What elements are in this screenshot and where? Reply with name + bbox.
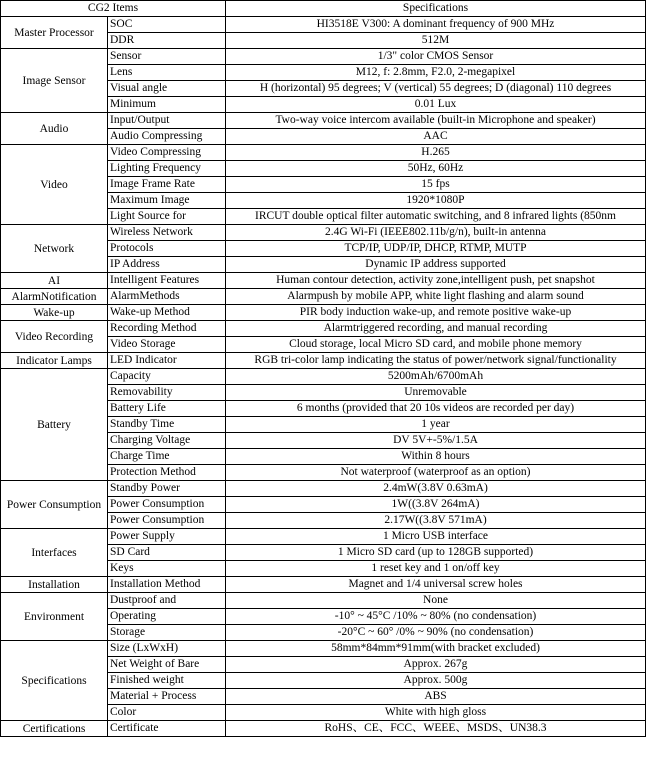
spec-cell: 15 fps xyxy=(226,177,646,193)
spec-cell: M12, f: 2.8mm, F2.0, 2-megapixel xyxy=(226,65,646,81)
item-cell: Finished weight xyxy=(108,673,226,689)
spec-cell: H (horizontal) 95 degrees; V (vertical) 55 degrees; D (diagonal) 110 degrees xyxy=(226,81,646,97)
table-row xyxy=(1,273,646,289)
item-cell: Charge Time xyxy=(108,449,226,465)
item-cell: Power Consumption xyxy=(108,513,226,529)
spec-cell: 1 year xyxy=(226,417,646,433)
item-cell: Keys xyxy=(108,561,226,577)
item-cell: Charging Voltage xyxy=(108,433,226,449)
item-cell: SD Card xyxy=(108,545,226,561)
item-cell: Audio Compressing xyxy=(108,129,226,145)
spec-cell: Alarmtriggered recording, and manual recording xyxy=(226,321,646,337)
spec-cell: Approx. 500g xyxy=(226,673,646,689)
spec-cell: Dynamic IP address supported xyxy=(226,257,646,273)
item-cell: Net Weight of Bare xyxy=(108,657,226,673)
item-cell: Protocols xyxy=(108,241,226,257)
item-cell: Recording Method xyxy=(108,321,226,337)
category-cell: AI xyxy=(1,273,108,289)
item-cell: Material + Process xyxy=(108,689,226,705)
category-cell: Interfaces xyxy=(1,529,108,577)
spec-cell: 1 reset key and 1 on/off key xyxy=(226,561,646,577)
item-cell: IP Address xyxy=(108,257,226,273)
item-cell: Image Frame Rate xyxy=(108,177,226,193)
item-cell: Operating xyxy=(108,609,226,625)
spec-cell: 50Hz, 60Hz xyxy=(226,161,646,177)
category-cell: Audio xyxy=(1,113,108,145)
spec-cell: Cloud storage, local Micro SD card, and mobile phone memory xyxy=(226,337,646,353)
spec-cell: 2.17W((3.8V 571mA) xyxy=(226,513,646,529)
item-cell: Installation Method xyxy=(108,577,226,593)
spec-cell: DV 5V+-5%/1.5A xyxy=(226,433,646,449)
category-cell: Video xyxy=(1,145,108,225)
spec-cell: AAC xyxy=(226,129,646,145)
item-cell: Removability xyxy=(108,385,226,401)
spec-cell: Unremovable xyxy=(226,385,646,401)
spec-cell: Magnet and 1/4 universal screw holes xyxy=(226,577,646,593)
table-row xyxy=(1,49,646,65)
item-cell: Minimum xyxy=(108,97,226,113)
spec-cell: 512M xyxy=(226,33,646,49)
spec-cell: Not waterproof (waterproof as an option) xyxy=(226,465,646,481)
table-row xyxy=(1,577,646,593)
spec-cell: Two-way voice intercom available (built-in Microphone and speaker) xyxy=(226,113,646,129)
table-row xyxy=(1,529,646,545)
item-cell: LED Indicator xyxy=(108,353,226,369)
category-cell: Power Consumption xyxy=(1,481,108,529)
table-row xyxy=(1,17,646,33)
spec-cell: Within 8 hours xyxy=(226,449,646,465)
spec-cell: 2.4mW(3.8V 0.63mA) xyxy=(226,481,646,497)
category-cell: Network xyxy=(1,225,108,273)
spec-cell: 1920*1080P xyxy=(226,193,646,209)
spec-cell: Human contour detection, activity zone,intelligent push, pet snapshot xyxy=(226,273,646,289)
spec-cell: TCP/IP, UDP/IP, DHCP, RTMP, MUTP xyxy=(226,241,646,257)
header-items: CG2 Items xyxy=(1,1,226,17)
table-row xyxy=(1,225,646,241)
item-cell: Wake-up Method xyxy=(108,305,226,321)
item-cell: Intelligent Features xyxy=(108,273,226,289)
item-cell: Power Supply xyxy=(108,529,226,545)
item-cell: Video Storage xyxy=(108,337,226,353)
spec-cell: PIR body induction wake-up, and remote positive wake-up xyxy=(226,305,646,321)
item-cell: Light Source for xyxy=(108,209,226,225)
item-cell: Dustproof and xyxy=(108,593,226,609)
table-row xyxy=(1,145,646,161)
table-row xyxy=(1,353,646,369)
spec-cell: 1 Micro USB interface xyxy=(226,529,646,545)
spec-cell: None xyxy=(226,593,646,609)
category-cell: Installation xyxy=(1,577,108,593)
item-cell: Maximum Image xyxy=(108,193,226,209)
item-cell: Sensor xyxy=(108,49,226,65)
item-cell: DDR xyxy=(108,33,226,49)
table-row xyxy=(1,289,646,305)
spec-cell: RoHS、CE、FCC、WEEE、MSDS、UN38.3 xyxy=(226,721,646,737)
category-cell: Video Recording xyxy=(1,321,108,353)
category-cell: Indicator Lamps xyxy=(1,353,108,369)
spec-cell: HI3518E V300: A dominant frequency of 900 MHz xyxy=(226,17,646,33)
header-row xyxy=(1,1,646,17)
table-row xyxy=(1,721,646,737)
table-row xyxy=(1,481,646,497)
item-cell: Color xyxy=(108,705,226,721)
item-cell: Size (LxWxH) xyxy=(108,641,226,657)
category-cell: Specifications xyxy=(1,641,108,721)
item-cell: Video Compressing xyxy=(108,145,226,161)
spec-cell: IRCUT double optical filter automatic switching, and 8 infrared lights (850nm xyxy=(226,209,646,225)
spec-cell: 1 Micro SD card (up to 128GB supported) xyxy=(226,545,646,561)
spec-cell: 0.01 Lux xyxy=(226,97,646,113)
spec-cell: 58mm*84mm*91mm(with bracket excluded) xyxy=(226,641,646,657)
spec-cell: 5200mAh/6700mAh xyxy=(226,369,646,385)
spec-cell: 6 months (provided that 20 10s videos are recorded per day) xyxy=(226,401,646,417)
item-cell: Certificate xyxy=(108,721,226,737)
category-cell: Image Sensor xyxy=(1,49,108,113)
item-cell: Storage xyxy=(108,625,226,641)
header-specifications: Specifications xyxy=(226,1,646,17)
spec-cell: -20°C ~ 60° /0% ~ 90% (no condensation) xyxy=(226,625,646,641)
category-cell: Wake-up xyxy=(1,305,108,321)
item-cell: Input/Output xyxy=(108,113,226,129)
item-cell: Lighting Frequency xyxy=(108,161,226,177)
table-row xyxy=(1,369,646,385)
category-cell: Certifications xyxy=(1,721,108,737)
spec-cell: White with high gloss xyxy=(226,705,646,721)
spec-cell: RGB tri-color lamp indicating the status of power/network signal/functionality xyxy=(226,353,646,369)
table-row xyxy=(1,321,646,337)
table-row xyxy=(1,113,646,129)
item-cell: Wireless Network xyxy=(108,225,226,241)
item-cell: Standby Time xyxy=(108,417,226,433)
table-row xyxy=(1,593,646,609)
item-cell: SOC xyxy=(108,17,226,33)
item-cell: AlarmMethods xyxy=(108,289,226,305)
category-cell: Master Processor xyxy=(1,17,108,49)
spec-cell: H.265 xyxy=(226,145,646,161)
spec-cell: 1W((3.8V 264mA) xyxy=(226,497,646,513)
item-cell: Battery Life xyxy=(108,401,226,417)
spec-cell: 1/3" color CMOS Sensor xyxy=(226,49,646,65)
spec-cell: Approx. 267g xyxy=(226,657,646,673)
spec-cell: -10° ~ 45°C /10% ~ 80% (no condensation) xyxy=(226,609,646,625)
item-cell: Standby Power xyxy=(108,481,226,497)
category-cell: Battery xyxy=(1,369,108,481)
table-row xyxy=(1,305,646,321)
category-cell: Environment xyxy=(1,593,108,641)
item-cell: Capacity xyxy=(108,369,226,385)
item-cell: Visual angle xyxy=(108,81,226,97)
category-cell: AlarmNotification xyxy=(1,289,108,305)
spec-cell: 2.4G Wi-Fi (IEEE802.11b/g/n), built-in antenna xyxy=(226,225,646,241)
item-cell: Protection Method xyxy=(108,465,226,481)
spec-cell: Alarmpush by mobile APP, white light flashing and alarm sound xyxy=(226,289,646,305)
table-row xyxy=(1,641,646,657)
item-cell: Power Consumption xyxy=(108,497,226,513)
item-cell: Lens xyxy=(108,65,226,81)
spec-cell: ABS xyxy=(226,689,646,705)
